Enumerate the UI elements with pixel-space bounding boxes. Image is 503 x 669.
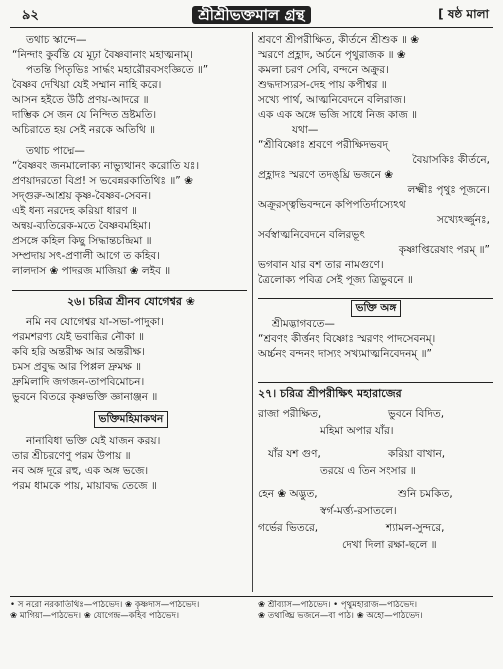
sanskrit-line: “শ্রবণং কীর্ত্তনং বিষ্ণোঃ স্মরণং পাদসেবনম্। — [258, 333, 436, 345]
tripadi-part: রাজা পরীক্ষিত, — [258, 408, 322, 420]
tripadi-part: দেখা দিলা রক্ষা-ছলে ॥ — [342, 539, 437, 551]
verse-line: ভগবান যার বশ তার নামগুণে। — [258, 259, 384, 271]
sanskrit-line: অক্রূরস্ত্বভিবন্দনে কপিপতির্দাস্যেঽথ — [258, 199, 406, 211]
verse-line: প্রণয়াদরতো বিপ্র! স ভবেন্নরকাতিথিঃ ॥” ❀ — [12, 175, 193, 187]
footnotes-left — [10, 600, 250, 622]
sanskrit-line: লক্ষ্মীঃ পৃথুঃ পূজনে। — [407, 184, 490, 196]
verse-line: সদ্গুরু-আশ্রয় কৃষ্ণ-বৈষ্ণব-সেবন। — [12, 190, 152, 202]
footnote-line: • স নরো নরকাতিথিঃ—পাঠভেদ। ❀ কৃষ্ণদাস—পাঠভেদ। — [10, 600, 200, 610]
section-heading-26: ২৬। চরিত্র শ্রীনব যোগেশ্বর ❀ — [66, 295, 196, 308]
verse-line: প্রসঙ্গে কহিল কিছু সিদ্ধান্তচন্দ্রিমা ॥ — [12, 235, 152, 247]
footnotes — [10, 600, 493, 624]
sanskrit-line: সখ্যেঽর্জ্জুনঃ, — [436, 214, 490, 226]
verse-line: লালদাস ❀ পাদরজ মাজিয়া ❀ লইব ॥ — [12, 265, 171, 277]
verse-line: অন্বয়-ব্যতিরেক-মতে বৈষ্ণবমহিমা। — [12, 220, 151, 232]
section-rule — [12, 290, 247, 291]
tripadi-part: করিয়া বাখান, — [388, 448, 446, 460]
chapter-label: [ ষষ্ঠ মালা — [438, 7, 489, 21]
tripadi-line — [258, 538, 494, 555]
verse-line: “বৈষ্ণবং জনমালোক্য নাভ্যুত্থানং করোতি যঃ। — [12, 160, 200, 172]
verse-line: শ্রবণে শ্রীপরীক্ষিত, কীর্তনে শ্রীশুক ॥ ❀ — [258, 34, 420, 46]
sanskrit-line: সর্বস্বাত্মনিবেদনে বলিরভূৎ — [258, 229, 365, 241]
sanskrit-line: প্রহ্লাদঃ স্মরণে তদঙ্‌ঘ্রি ভজনে ❀ — [258, 169, 394, 181]
verse-line: বৈষ্ণব দেখিয়া যেই সম্মান নাহি করে। — [12, 79, 162, 91]
verse-line: শুদ্ধদাস্যরস-দেহ পায় কপীশ্বর ॥ — [258, 79, 387, 91]
footnote-line: ❀ মাগিয়া—পাঠভেদ। ❀ যোগেন্দ্র—কহিব পাঠভেদ। — [10, 611, 180, 621]
verse-line: ত্রৈলোক্য পবিত্র সেই পূজ্য ত্রিভুবনে ॥ — [258, 274, 413, 286]
verse-line: নব অঙ্গ দূরে রহু, এক অঙ্গ ভজে। — [12, 465, 149, 477]
right-column-2 — [258, 300, 494, 362]
left-column-2 — [12, 294, 250, 494]
verse-line: পতন্তি পিতৃভিঃ সার্দ্ধং মহারৌরবসংজ্ঞিতে ॥” — [26, 64, 209, 76]
verse-line: স্মরণে প্রহ্লাদ, অর্চনে পৃথুরাজক ॥ ❀ — [258, 49, 406, 61]
footnote-line: ❀ তথাঙ্ঘ্রি ভজনে—বা পাঠ। ❀ অহো—পাঠভেদ। — [258, 611, 423, 621]
footnote-line: ❀ শ্রীব্যাস—পাঠভেদ। • পৃথুমহারাজ—পাঠভেদ। — [258, 600, 418, 610]
subheading: ভক্তিমহিমাকথন — [94, 411, 169, 428]
footnote-rule — [10, 596, 493, 597]
verse-intro: তথাচ পাদ্মে— — [26, 145, 85, 157]
verse-line: সম্প্রদায় সৎ-প্রণালী আগে ত কহিব। — [12, 250, 161, 262]
verse-line: নানাবিধা ভক্তি যেই যাজন করয়। — [26, 435, 161, 447]
verse-line: পরমশরণ্য যেই ভবাব্ধির নৌকা ॥ — [12, 331, 145, 343]
tripadi-line — [258, 447, 494, 464]
tripadi-part: হেন ❀ অদ্ভুত, — [258, 488, 318, 500]
tripadi-part: শুনি চমকিত, — [398, 488, 453, 500]
verse-line: কমলা চরণ সেবি, বন্দনে অক্রুর। — [258, 64, 389, 76]
subheading-box — [12, 411, 250, 428]
subheading-bhakti-anga: ভক্তি অঙ্গ — [351, 300, 402, 317]
verse-intro: যথা— — [292, 124, 319, 136]
tripadi-part: ভুবনে বিদিত, — [388, 408, 445, 420]
tripadi-part: গর্ভের ভিতরে, — [258, 522, 319, 534]
verse-line: অচিরাতে হয় সেই নরকে অতিথি ॥ — [12, 124, 156, 136]
right-column-3 — [258, 386, 494, 555]
sanskrit-line: কৃষ্ণাপ্তিরেষাং পরম্ ॥” — [398, 244, 490, 256]
tripadi-line — [258, 504, 494, 521]
tripadi-part: যাঁর যশ গুণ, — [268, 448, 321, 460]
running-title — [8, 4, 495, 29]
verse-line: দ্রুমিলাদি জগজন-তাপবিমোচন। — [12, 376, 145, 388]
verse-line: চমস প্রবুদ্ধ আর পিপ্পল দ্রুমক্ষ ॥ — [12, 361, 142, 373]
verse-line: এক এক অঙ্গে ভজি সাধে নিজ কাজ ॥ — [258, 109, 418, 121]
verse-line: নমি নব যোগেশ্বর যা-সভা-পাদুকা। — [26, 316, 164, 328]
verse-intro: শ্রীমদ্ভাগবতে— — [272, 318, 335, 330]
verse-line: আসন হইতে উঠি প্রণয়-আদরে ॥ — [12, 94, 149, 106]
tripadi-line — [258, 407, 494, 424]
column-divider — [252, 32, 253, 592]
page-header — [8, 4, 495, 26]
subheading-box — [258, 300, 494, 317]
verse-line: “নিন্দাং কুর্বন্তি যে মূঢ়া বৈষ্ণবানাং মহাত্মনাম্। — [12, 49, 194, 61]
sanskrit-line: বৈয়াসকিঃ কীর্তনে, — [412, 154, 490, 166]
verse-line: ভুবনে বিতরে কৃষ্ণভক্তি জ্ঞানাঞ্জন ॥ — [12, 391, 158, 403]
tripadi-part: স্বর্গ-মর্ত্ত্য-রসাতলে। — [320, 505, 397, 517]
verse-line: এই ধন্য নরদেহ করিয়া ধারণ ॥ — [12, 205, 137, 217]
verse-intro: তথাচ স্কান্দে— — [26, 34, 87, 46]
tripadi-line — [258, 424, 494, 441]
book-title: শ্রীশ্রীভক্তমাল গ্রন্থ — [192, 6, 310, 24]
right-column — [258, 33, 494, 288]
tripadi-line — [258, 487, 494, 504]
tripadi-part: শ্যামল-সুন্দরে, — [386, 522, 445, 534]
tripadi-line — [258, 464, 494, 481]
verse-line: পরম ধামকে পায়, মায়াবদ্ধ তেজে ॥ — [12, 480, 157, 492]
left-column — [12, 33, 250, 279]
verse-line: তার শ্রীচরণেণু পরম উপায় ॥ — [12, 450, 131, 462]
sanskrit-line: অর্চ্চনং বন্দনং দাস্যং সখ্যমাত্মনিবেদনম্ ॥” — [258, 348, 432, 360]
verse-line: কবি হরি অন্তরীক্ষ আর অন্তরীক্ষ। — [12, 346, 145, 358]
sanskrit-line: “শ্রীবিষ্ণোঃ শ্রবণে পরীক্ষিদভবদ্ — [258, 139, 389, 151]
header-rule — [10, 27, 493, 28]
section-rule — [258, 382, 493, 383]
verse-line: দাম্ভিক সে জন যে নিন্দিত ভ্রষ্টমতি। — [12, 109, 157, 121]
page-number: ৯২ — [22, 8, 39, 23]
footnotes-right — [258, 600, 493, 622]
tripadi-line — [258, 521, 494, 538]
tripadi-part: তরয়ে এ তিন সংসার ॥ — [320, 465, 416, 477]
verse-line: সখ্যে পার্থ, আত্মনিবেদনে বলিরাজ। — [258, 94, 406, 106]
section-heading-27: ২৭। চরিত্র শ্রীপরীক্ষিৎ মহারাজের — [258, 387, 402, 400]
tripadi-part: মহিমা অপার যাঁর। — [320, 425, 394, 437]
section-rule — [258, 298, 493, 299]
